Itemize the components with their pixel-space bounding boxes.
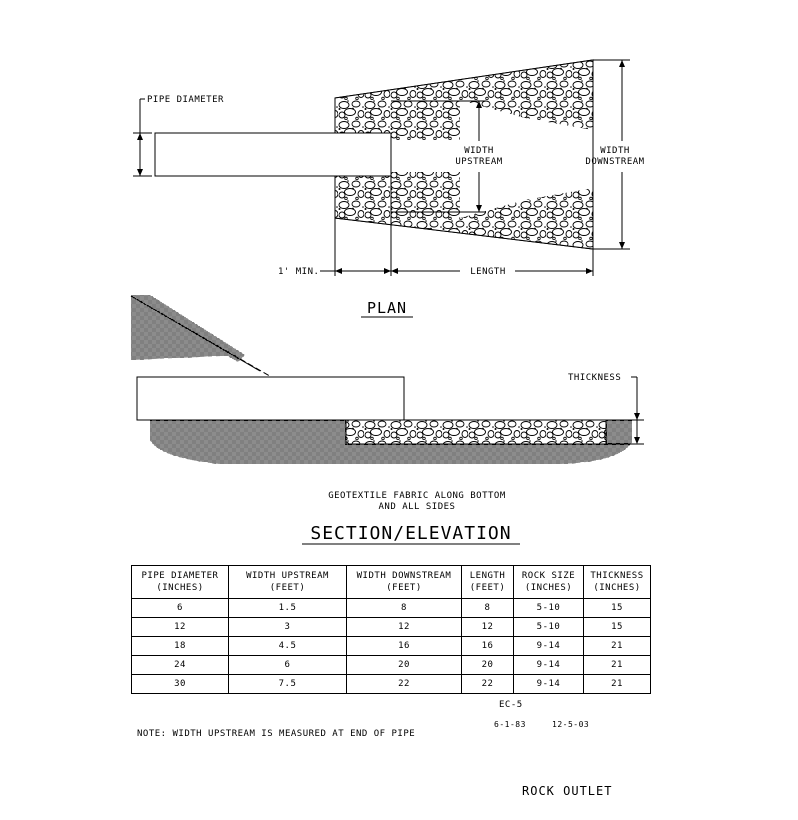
- table-row: [132, 656, 651, 675]
- width-upstream-label-1: WIDTH: [464, 146, 494, 156]
- table-row: [132, 675, 651, 694]
- table-cell: 5-10: [514, 599, 584, 618]
- table-cell: 9-14: [514, 637, 584, 656]
- thickness-label: THICKNESS: [568, 373, 622, 383]
- table-cell: 8: [462, 599, 514, 618]
- header-width-downstream: WIDTH DOWNSTREAM (FEET): [347, 566, 462, 599]
- table-cell: 24: [132, 656, 229, 675]
- table-cell: 30: [132, 675, 229, 694]
- table-cell: 6: [229, 656, 347, 675]
- table-cell: 16: [347, 637, 462, 656]
- table-cell: 18: [132, 637, 229, 656]
- geotextile-note-2: AND ALL SIDES: [378, 502, 456, 512]
- table-cell: 21: [584, 656, 651, 675]
- drawing-code: EC-5: [499, 700, 523, 710]
- pipe-diameter-label: PIPE DIAMETER: [147, 95, 224, 105]
- table-cell: 12: [462, 618, 514, 637]
- table-cell: 21: [584, 637, 651, 656]
- pipe-diameter-dimension: [133, 99, 152, 176]
- width-downstream-label-1: WIDTH: [600, 146, 630, 156]
- width-downstream-label-2: DOWNSTREAM: [585, 157, 645, 167]
- min-length-label: 1' MIN.: [278, 267, 320, 277]
- table-cell: 12: [347, 618, 462, 637]
- section-pipe: [137, 377, 404, 420]
- drawing-title: ROCK OUTLET: [522, 784, 613, 798]
- table-cell: 12: [132, 618, 229, 637]
- table-cell: 21: [584, 675, 651, 694]
- table-cell: 8: [347, 599, 462, 618]
- table-cell: 22: [462, 675, 514, 694]
- table-cell: 9-14: [514, 675, 584, 694]
- table-cell: 22: [347, 675, 462, 694]
- table-row: [132, 599, 651, 618]
- table-cell: 20: [462, 656, 514, 675]
- table-cell: 7.5: [229, 675, 347, 694]
- section-title: SECTION/ELEVATION: [310, 523, 512, 544]
- geotextile-note-1: GEOTEXTILE FABRIC ALONG BOTTOM: [328, 491, 506, 501]
- table-cell: 9-14: [514, 656, 584, 675]
- plan-title: PLAN: [366, 299, 408, 317]
- table-cell: 1.5: [229, 599, 347, 618]
- header-thickness: THICKNESS (INCHES): [584, 566, 651, 599]
- table-cell: 16: [462, 637, 514, 656]
- section-rock-layer: [346, 420, 606, 444]
- table-header-row: [132, 566, 651, 599]
- plan-view: [133, 60, 645, 317]
- date-original: 6-1-83: [494, 720, 526, 729]
- header-length: LENGTH (FEET): [462, 566, 514, 599]
- table-cell: 6: [132, 599, 229, 618]
- rock-outlet-spec-table: [131, 565, 651, 694]
- table-cell: 20: [347, 656, 462, 675]
- table-row: [132, 637, 651, 656]
- table-row: [132, 618, 651, 637]
- length-label: LENGTH: [470, 267, 506, 277]
- plan-pipe: [155, 133, 391, 176]
- section-view: [131, 295, 644, 544]
- date-revised: 12-5-03: [552, 720, 590, 729]
- table-cell: 3: [229, 618, 347, 637]
- table-cell: 5-10: [514, 618, 584, 637]
- width-upstream-note: NOTE: WIDTH UPSTREAM IS MEASURED AT END OF PIPE: [137, 729, 416, 739]
- table-cell: 15: [584, 618, 651, 637]
- table-cell: 15: [584, 599, 651, 618]
- header-rock-size: ROCK SIZE (INCHES): [514, 566, 584, 599]
- table-cell: 4.5: [229, 637, 347, 656]
- header-width-upstream: WIDTH UPSTREAM (FEET): [229, 566, 347, 599]
- width-upstream-label-2: UPSTREAM: [455, 157, 503, 167]
- header-pipe-diameter: PIPE DIAMETER (INCHES): [132, 566, 229, 599]
